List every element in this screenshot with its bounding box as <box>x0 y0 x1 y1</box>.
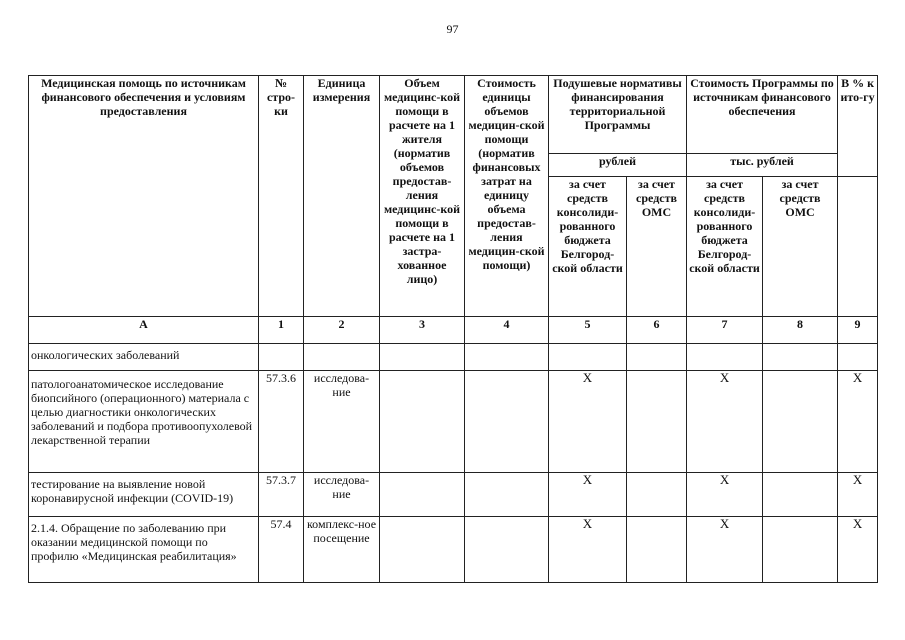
row-c6 <box>627 473 687 517</box>
header-col-8: за счет средств ОМС <box>763 177 838 317</box>
row-c3 <box>380 517 465 583</box>
row-c6 <box>627 371 687 473</box>
row-line: 57.3.7 <box>259 473 304 517</box>
header-col-9: В % к ито-гу <box>838 76 878 177</box>
row-c8 <box>763 473 838 517</box>
header-unit-rub: рублей <box>549 154 687 177</box>
row-c3 <box>380 473 465 517</box>
row-c7 <box>687 344 763 371</box>
row-c9: Х <box>838 371 878 473</box>
row-line <box>259 344 304 371</box>
row-c3 <box>380 344 465 371</box>
index-cell: 3 <box>380 317 465 344</box>
table-row <box>29 473 878 517</box>
row-unit: исследова-ние <box>304 371 380 473</box>
row-unit <box>304 344 380 371</box>
row-c8 <box>763 517 838 583</box>
row-c4 <box>465 473 549 517</box>
table-row <box>29 371 878 473</box>
row-c5 <box>549 344 627 371</box>
row-c5: Х <box>549 371 627 473</box>
row-unit: исследова-ние <box>304 473 380 517</box>
header-col-1: № стро-ки <box>259 76 304 317</box>
header-row-top <box>29 76 878 154</box>
row-c9: Х <box>838 517 878 583</box>
index-cell: 8 <box>763 317 838 344</box>
row-name: тестирование на выявление новой коронавирусной инфекции (COVID-19) <box>29 473 259 517</box>
row-name: онкологических заболеваний <box>29 344 259 371</box>
index-cell: 1 <box>259 317 304 344</box>
row-c9: Х <box>838 473 878 517</box>
table-row <box>29 517 878 583</box>
index-cell: 5 <box>549 317 627 344</box>
row-c7: Х <box>687 371 763 473</box>
row-name: 2.1.4. Обращение по заболеванию при оказании медицинской помощи по профилю «Медицинская реабилитация» <box>29 517 259 583</box>
row-c8 <box>763 344 838 371</box>
row-c5: Х <box>549 473 627 517</box>
row-c4 <box>465 371 549 473</box>
index-cell: 9 <box>838 317 878 344</box>
header-group-norms: Подушевые нормативы финансирования территориальной Программы <box>549 76 687 154</box>
row-unit: комплекс-ное посещение <box>304 517 380 583</box>
header-col-5: за счет средств консолиди-рованного бюджета Белгород-ской области <box>549 177 627 317</box>
header-col-3: Объем медицинс-кой помощи в расчете на 1 жителя (норматив объемов предостав-ления медицинс-кой помощи в расчете на 1 застра-хованное лицо) <box>380 76 465 317</box>
page-number: 97 <box>446 22 459 36</box>
index-cell: 7 <box>687 317 763 344</box>
row-line: 57.3.6 <box>259 371 304 473</box>
row-c5: Х <box>549 517 627 583</box>
table-row <box>29 344 878 371</box>
header-col-6: за счет средств ОМС <box>627 177 687 317</box>
row-line: 57.4 <box>259 517 304 583</box>
header-col-4: Стоимость единицы объемов медицин-ской помощи (норматив финансовых затрат на единицу объема предостав-ления медицин-ской помощи) <box>465 76 549 317</box>
column-index-row <box>29 317 878 344</box>
row-c6 <box>627 344 687 371</box>
row-c4 <box>465 344 549 371</box>
program-cost-table <box>28 75 878 583</box>
header-group-cost: Стоимость Программы по источникам финансового обеспечения <box>687 76 838 154</box>
header-col-a: Медицинская помощь по источникам финансового обеспечения и условиям предоставления <box>29 76 259 317</box>
index-cell: 4 <box>465 317 549 344</box>
row-c3 <box>380 371 465 473</box>
row-name: патологоанатомическое исследование биопсийного (операционного) материала с целью диагностики онкологических заболеваний и подбора противоопухолевой лекарственной терапии <box>29 371 259 473</box>
index-cell: 2 <box>304 317 380 344</box>
header-col-9-empty <box>838 177 878 317</box>
row-c7: Х <box>687 517 763 583</box>
header-col-7: за счет средств консолиди-рованного бюджета Белгород-ской области <box>687 177 763 317</box>
row-c9 <box>838 344 878 371</box>
header-unit-thrub: тыс. рублей <box>687 154 838 177</box>
row-c4 <box>465 517 549 583</box>
row-c7: Х <box>687 473 763 517</box>
index-cell: А <box>29 317 259 344</box>
index-cell: 6 <box>627 317 687 344</box>
header-col-2: Единица измерения <box>304 76 380 317</box>
row-c8 <box>763 371 838 473</box>
row-c6 <box>627 517 687 583</box>
